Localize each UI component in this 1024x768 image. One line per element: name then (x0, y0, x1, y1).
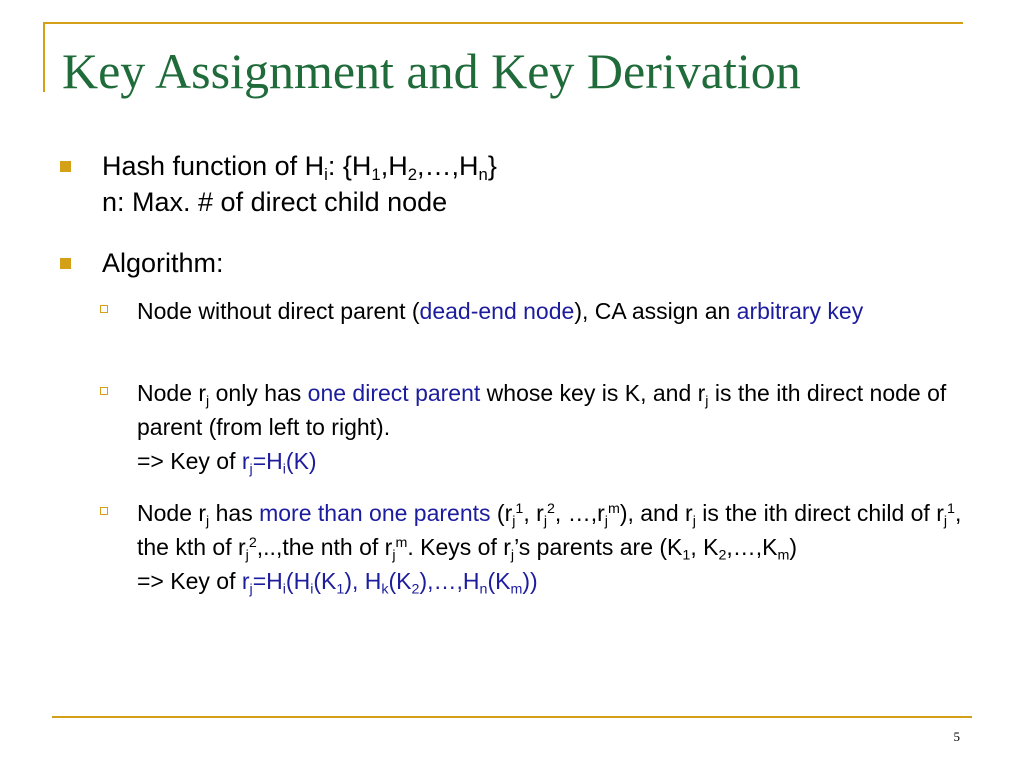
square-bullet-icon (60, 161, 71, 172)
sub-item-text: Node $r_j$ has more than one parents ($r_j^1$, $r_j^2$, $\dots,r_j^m$), and $r_j$ is the ith direct child of $r_j^1$, the kth of $r_j^2,..,the$ nth of $r_j^m$. Keys of $r_j’s$ parents are ($K_1$, $K_2,\dots,K_m$) => Key of $r_j=H_i(H_i(K_1)$, $H_k(K_2),\dots,H_n(K_m)$) (137, 500, 962, 598)
sub-item-text: Node $r_j$ only has one direct parent whose key is K, and $r_j$ is the ith direct node of parent (from left to right). => Key of $r_j=H_i(K)$ (137, 380, 947, 478)
frame-vertical-rule (43, 22, 45, 92)
page-number: 5 (953, 729, 960, 744)
square-bullet-icon (60, 258, 71, 269)
bullet-text: Hash function of $H_i$: $\{H_1,H_2,\dots,H_n\}$ n: Max. # of direct child node (102, 151, 497, 217)
slide-title: Key Assignment and Key Derivation (62, 43, 801, 99)
hollow-square-bullet-icon (100, 305, 108, 313)
footer-rule (52, 716, 972, 718)
key-formula: $r_j=H_i(H_i(K_1)$, $H_k(K_2),\dots,H_n(K_m)$) (241, 568, 538, 598)
bullet-label: Algorithm: (102, 248, 224, 278)
bullet-line-2: n: Max. # of direct child node (102, 187, 448, 217)
hollow-square-bullet-icon (100, 387, 108, 395)
frame-top-rule (43, 22, 963, 24)
hollow-square-bullet-icon (100, 507, 108, 515)
key-formula: $r_j=H_i(K)$ (241, 448, 317, 478)
sub-item-text: Node without direct parent (dead-end node), CA assign an arbitrary key (137, 298, 864, 324)
